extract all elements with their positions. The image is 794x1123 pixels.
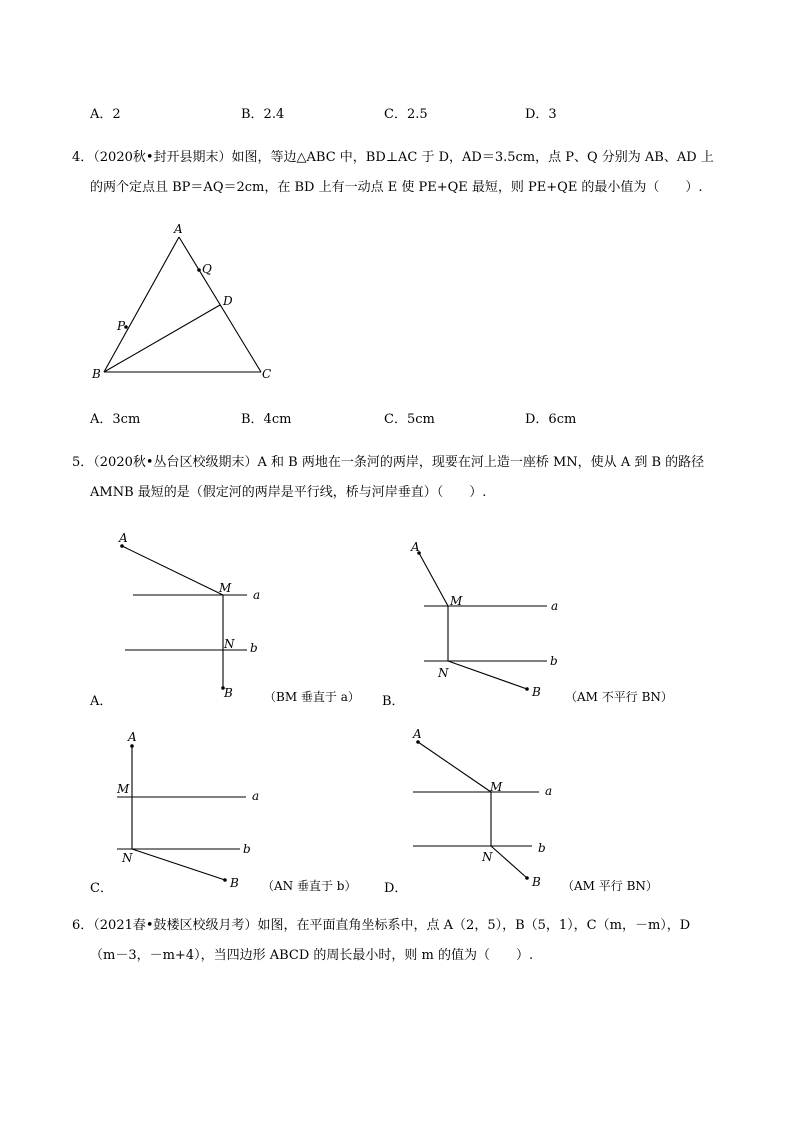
q3-option-b[interactable]: B．2.4: [241, 107, 285, 122]
q4-option-c[interactable]: C．5cm: [384, 412, 435, 427]
q5c-label-n: N: [122, 851, 133, 865]
q5b-label-line-a: a: [551, 599, 559, 613]
q5a-label-a: A: [119, 531, 128, 545]
q4-stem-line1: 4．（2020秋•封开县期末）如图，等边△ABC 中，BD⊥AC 于 D，AD＝3.5cm，点 P、Q 分别为 AB、AD 上: [72, 150, 714, 165]
q5d-label-m: M: [490, 780, 503, 794]
q4-label-q: Q: [202, 262, 212, 276]
q5-option-a[interactable]: A．: [90, 694, 113, 709]
q5d-label-n: N: [482, 850, 493, 864]
q5a-label-line-a: a: [253, 588, 261, 602]
q5-option-b[interactable]: B．: [382, 694, 405, 709]
q6-stem-line2: （m－3，－m+4），当四边形 ABCD 的周长最小时，则 m 的值为（ ）.: [90, 948, 534, 963]
q5-figure-b: [410, 540, 558, 699]
q4-label-d: D: [223, 294, 233, 308]
q5d-label-a: A: [413, 727, 422, 741]
q5d-label-line-b: b: [538, 841, 546, 855]
q5-stem-line1: 5．（2020秋•丛台区校级期末）A 和 B 两地在一条河的两岸，现要在河上造一座桥 MN，使从 A 到 B 的路径: [72, 455, 705, 470]
q5-figure-d: [412, 727, 552, 889]
q5b-label-b: B: [532, 685, 541, 699]
q5c-label-line-b: b: [243, 842, 251, 856]
q5b-label-m: M: [450, 594, 463, 608]
q5-note-d: （AM 平行 BN）: [562, 879, 658, 893]
q4-label-a: A: [174, 222, 183, 236]
q5-note-a: （BM 垂直于 a）: [264, 690, 360, 704]
q4-label-p: P: [117, 319, 126, 333]
q5-note-b: （AM 不平行 BN）: [565, 690, 673, 704]
q6-stem-line1: 6．（2021春•鼓楼区校级月考）如图，在平面直角坐标系中，点 A（2，5），B（5，1），C（m，－m），D: [72, 918, 691, 933]
q5-figure-c: [116, 730, 259, 890]
q4-label-c: C: [262, 367, 272, 381]
q5-stem-line2: AMNB 最短的是（假定河的两岸是平行线，桥与河岸垂直）（ ）.: [90, 485, 487, 500]
q5a-label-n: N: [224, 637, 235, 651]
q5c-label-m: M: [117, 782, 130, 796]
q5a-label-m: M: [219, 581, 232, 595]
q5b-label-line-b: b: [550, 654, 558, 668]
q5-option-d[interactable]: D．: [384, 881, 408, 896]
q5c-label-b: B: [230, 876, 239, 890]
q5b-label-a: A: [411, 540, 420, 554]
q5d-label-b: B: [532, 875, 541, 889]
q3-option-a[interactable]: A．2: [90, 107, 121, 122]
q4-label-b: B: [92, 367, 101, 381]
q5a-label-line-b: b: [250, 641, 258, 655]
q4-option-b[interactable]: B．4cm: [241, 412, 292, 427]
q4-option-a[interactable]: A．3cm: [90, 412, 141, 427]
q5-figure-a: [118, 531, 260, 700]
q5c-label-line-a: a: [252, 789, 260, 803]
q5c-label-a: A: [128, 730, 137, 744]
q4-stem-line2: 的两个定点且 BP＝AQ＝2cm，在 BD 上有一动点 E 使 PE+QE 最短，则 PE+QE 的最小值为（ ）.: [90, 180, 703, 195]
q5b-label-n: N: [438, 666, 449, 680]
q5-option-c[interactable]: C．: [90, 881, 113, 896]
q3-option-d[interactable]: D．3: [525, 107, 557, 122]
q3-option-c[interactable]: C．2.5: [384, 107, 428, 122]
q5-note-c: （AN 垂直于 b）: [262, 879, 357, 893]
q4-option-d[interactable]: D．6cm: [525, 412, 577, 427]
q5a-label-b: B: [224, 686, 233, 700]
q5d-label-line-a: a: [545, 784, 553, 798]
